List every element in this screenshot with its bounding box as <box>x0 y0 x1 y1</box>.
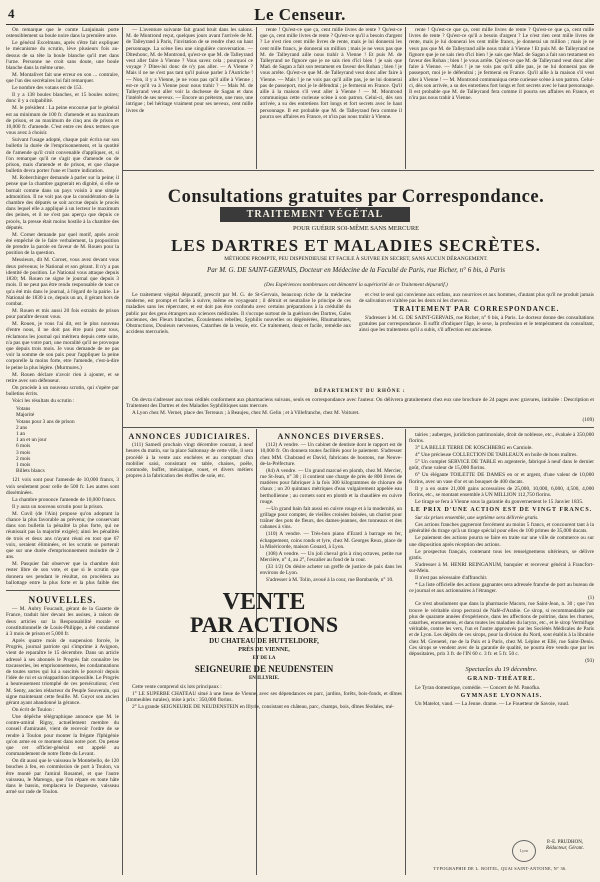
page-header <box>6 4 594 25</box>
column-nouvelles <box>6 594 119 874</box>
vente-subtitle: PAR ACTIONS <box>189 612 339 637</box>
paragraph: (112) A vendre. — Un cabinet de dentiste dont le rapport est de 10,000 fr. On donnera toutes facilités pour le paiement. S'adresser chez MM. Chabrand et David, fabricans de boutons, rue Neuve-de-la-Préfecture. <box>260 442 402 467</box>
ad-body-left <box>126 292 351 384</box>
paragraph: 1° LE SUPERBE CHATEAU situé à une lieue de Vienne, avec ses dépendances en parc, jardins, forêts, bois-fonds, et dîmes (Immeubles rurales), mise à prix : 350,000 florins. <box>126 691 402 704</box>
paragraph: (108) A vendre. — Un joli cheval gris à cinq octaves, petite rue Mercière, n° 4, au 2°, l'escalier au fond de la cour. <box>260 550 402 564</box>
ad-code: (1) <box>587 595 594 602</box>
paragraph: —Un grand bain fait aussi en cuivre rouge et à la modernité, un grillage pour compter, de vieilles croisées boisées, un chariot pour traîner des pots de fleurs, des dames-jeannes, des tonneaux et des cabanes à vins. <box>260 505 402 531</box>
newspaper-page <box>6 4 594 874</box>
paragraph: On remarque que le comte Lanjuinais porte ostensiblement sa boule noire dans la première urne. <box>6 27 119 40</box>
paragraph: et c'est le seul qui convienne aux enfans, aux nourrices et aux hommes, d'autant plus qu'il ne produit jamais de salivation et n'altère pas les dents ni les cheveux. <box>359 292 594 305</box>
ad-method: MÉTHODE PROMPTE, PEU DISPENDIEUSE ET FACILE À SUIVRE EN SECRET, SANS AUCUN DÉRANGEMENT. <box>224 256 488 262</box>
paragraph: Le paiement des actions pourra se faire en traite sur une ville de commerce ou sur une disposition après réception des actions. <box>409 535 594 548</box>
vote-row: 2 ans <box>16 424 28 431</box>
vote-row: Billets blancs <box>16 468 45 475</box>
paragraph: Le nombre des votans est de 153. <box>12 85 83 92</box>
vente-line: EN ILLYRIE. <box>248 676 280 681</box>
paragraph: Le Tyran domestique, comédie. — Concert de M. Panofka. <box>415 684 541 691</box>
paragraph: 2° La grande SEIGNEURIE DE NEUDENSTEIN en Illyrie, consistant en château, parc, champs, bois, dîmes féodales, mé- <box>132 704 394 711</box>
paragraph: Le prospectus français, contenant tous les renseignemens ultérieurs, se délivre gratis. <box>409 548 594 561</box>
vote-row: 1 mois <box>16 461 31 468</box>
vente-title: VENTE <box>222 589 306 615</box>
column-talleyrand-story-cont <box>409 27 594 167</box>
paragraph: M. Roberchinger demande à parler sur la peine; il pense que la chambre gagnerait en dignité, si elle se bornait comme dans un pays voisin à une simple admonition. Il ne voit pas que la considération de la chambre des députés se soit accrue depuis le procès dans lequel elle a appliqué à un lecteur le maximum des peines, et il ne s'est pas aperçu que depuis ce procès, la presse était moins hostile à la chambre des députés. <box>6 175 119 231</box>
paragraph: On dit aussi que le vaisseau le Montebello, de 120 bouches à feu, en commission de port à Toulon, va être monté par l'amiral Rosamel, et que l'autre vaisseau, le Marengo, que l'on répare en toute hâte dans le bassin, remplacera le Duquesne, vaisseau armé sur rade de Toulon. <box>6 758 119 796</box>
paragraph: — M. Aubry Foucault, gérant de la Gazette de France, traduit hier devant les assises, à raison de deux articles sur la Responsabilité morale et constitutionnelle de Louis-Philippe, a été condamné à 3 mois de prison et 5,000 fr. <box>6 606 119 638</box>
paragraph: S'adresser à M. HENRI REINGANUM, banquier et receveur général à Francfort-sur-Mein. <box>409 561 594 575</box>
masthead: Le Censeur. <box>254 5 346 24</box>
vote-row: Majorité <box>16 412 35 419</box>
paragraph: Suivant l'usage adopté, chaque pair écrira sur son bulletin la durée de l'emprisonnement, et la quotité de l'amende qu'il croit convenable d'appliquer, et, si l'on remarque qu'il ne s'agit que d'amende ou de prison, mais d'amende et de prison, et que chaque bulletin devra porter l'une et l'autre indication. <box>6 137 119 175</box>
paragraph: — L'aventure suivante fait grand bruit dans les salons. M. de Montrond reçut, quelques jours avant l'arrivée de M. de Talleyrand à Paris, l'invitation de se rendre chez un haut personnage. La scène lieu une singulière conversation. — Diteshonc, M. de Montrond, qu'est-ce que M. de Talleyrand veut aller faire à Vienne ? Vous savez cela ; pourquoi ce voyage ? Dites-lui donc de n'y pas aller. — A Vienne ? Mais il ne ne s'est pas tant qu'il puisse parler à l'Autriche ! — Non, il y a Vienne, je ne vous pas qu'il aille à Vienne ; est-ce qu'il va à Vienne pour nous trahir ? — Mais M. de Talleyrand veut aller voir la duchesse de Sagan et dans l'intérêt de ses neveux. — Encore un prétexte, une ruse, une intrigue ; bel héritage vraiment pour ses neveux, cent mille livres de <box>126 27 253 114</box>
paragraph: Après quatre mois de suspension forcée, le Progrès, journal patriote qui s'imprime à Avignon, vient de reparaître le 15 décembre. Dans un article adressé à ses abonnés le Progrès fait connaître les tracasseries, les emprisonnemens, les condamnations de toutes sortes qui lui a suscités le pouvoir depuis l'idée de roi et sa réapparition impossible. Le Progrès a heureusement triomphé de ces persécutions; c'est M. Senty, ancien rédacteur du Peuple Souverain, qui signe maintenant cette feuille. M. Guyot son ancien gérant ayant abandonné la gérance. <box>6 638 119 707</box>
theatre-name: GYMNASE LYONNAIS. <box>460 692 543 699</box>
signature <box>536 840 594 852</box>
paragraph: La chambre prononce l'amende de 10,000 francs. <box>12 496 117 503</box>
vente-line: PRÈS DE VIENNE, <box>238 647 290 653</box>
section-title: ANNONCES DIVERSES. <box>277 432 385 441</box>
paragraph: Cette vente comprend six lots principaux : <box>132 684 222 690</box>
vote-row: 1 an <box>16 430 25 437</box>
paragraph: 6° Un élégante TOILETTE DE DAMES en or et argent, d'une valeur de 10,000 florins, avec un vase d'or et un bouquet de 400 ducats. <box>409 472 594 485</box>
vote-row: 3 mois <box>16 449 31 456</box>
paragraph: S'adresser à M. Tolin, avoué à la cour, rue Bombarde, n° 10. <box>266 577 394 582</box>
column-right <box>409 432 594 832</box>
column-senate-report <box>6 27 119 587</box>
ad-title: Consultations gratuites par Correspondance. <box>167 187 545 207</box>
theatre-name: GRAND-THÉATRE. <box>467 676 536 683</box>
paragraph: M. Cornet demande par quel motif, après avoir été empêché de le faire verbalement, la proposition de prendre la parole en faveur de M. Rouen pour la position de la question. <box>6 231 119 257</box>
paragraph: Voici les résultats du scrutin : <box>12 397 75 404</box>
ad-code: (93) <box>585 658 594 665</box>
vote-row: 1 an et un jour <box>16 437 47 444</box>
paragraph: 4° Une précieuse COLLECTION DE TABLEAUX en huile de bons maîtres. <box>415 452 578 459</box>
paragraph: rente ! Qu'est-ce que ça, cent mille livres de rente ? Qu'est-ce que ça, cent mille livres de rente ? Qu'est-ce qu'il a besoin d'argent ? Le n'est rien cent mille livres de rente, mais je lui donnerai les cent mille francs, je donnerai un million ; mais je ne veux pas que M. de Talleyrand aille nous trahir à Vienne ! Et puis M. de Talleyrand ne fignore que je ne sais rien d'ici bien ! je sais que Mad. de Sagan a fait son testament en faveur des Rohan ; bien ! je vous arrête. Qu'est-ce que M. de Talleyrand veut donc aller faire à Vienne. — Mais ! je ne vois pas qu'il aille pas, je ne lui donnerai pas de passeport, moi je le défendrai ; je fermerai en France. Qu'il aille à la maison s'il veut aller à Vienne ! — M. Montrond communiqua cette curieuse scène à son patron. Celui-ci, dès son arrivée, a su des entretiens fort longs et fort secrets avec le haut personnage. Il est probable que M. de Talleyrand fera comme il pourra ses affaires en France, et n'ira pas nous trahir à Vienne. <box>409 27 594 102</box>
paragraph: (110) A vendre. — Très-bon piano d'Erard à barrage en fer, échappement, coins ronds et lyre, chez M. Georges Reux, place de la Miséricorde, maison Gouard, à Lyon. <box>260 531 402 550</box>
paragraph: Messieurs, dit M. Cornet, vous avez devant vous deux prévenus; le National et son gérant. Il n'y a pas identité de position. Le National vous attaque depuis 1830; M. Rouen ne signe le journal que depuis 3 mois. Il ne peut pas être rendu responsable de tout ce qu'a été mis dans le journal, à l'égard de la pairie. Le National de 1830 à ce, depuis un an, il gérant hors de combat. <box>6 257 119 307</box>
paragraph: Ce n'est absolument que dans la pharmacie Macors, rue Saint-Jean, n. 30 ; que l'on trouve le véritable sirop pectoral de Nafé-d'Arabie. Ce sirop, si recommandable par plus de quarante années d'expérience, dans les affections de poitrine, dans les rhumes, catarrhes, enrouemens, et dans toutes les maladies du larynx, etc., et le sirop Vermifuge véritable, contre les vers, l'un et l'autre approuvés par les Sociétés Médicales de Paris et de Lyon. Les dépôts de ces sirops, pour la division du Nord, sont établis à la librairie chez M. Grenetel, rue de la Paix et à Paris, chez M. Lépine et Ellé, rue Saint-Denis. Ces sirops se vendent avec de la garantie de qualité, ne pourra être vendu que par les dépositaires, prix 3 fr. de l'IN 60 c. 3 fr. et 5 fr. 50 c. <box>409 601 594 658</box>
vote-row: Votans <box>16 406 31 413</box>
section-title: TRAITEMENT PAR CORRESPONDANCE. <box>393 305 560 314</box>
paragraph: 121 voix sont pour l'amende de 10,000 francs, 3 voix seulement pour celle de 500 fr. Les autres sont disséminées. <box>6 477 119 496</box>
column-talleyrand-story <box>126 27 253 167</box>
column-diverses <box>260 432 402 582</box>
paragraph: Un Matelot, vaud. — La Jeune. drame. — Le Fouetteur de Savoie, vaud. <box>415 701 570 708</box>
paragraph: On procède à un nouveau scrutin, qui s'opère par bulletins écrits. <box>6 384 119 397</box>
column-rule <box>256 27 257 169</box>
paragraph: M. Cuvil (de l'Ain) propose qu'on adoptant la chance la plus favorable au prévenu; (ne conservant dans son bulletin la pénalité la plus forte, qui ne réunissait pas la majorité exigée); ainsi les pénalités de trois et deux ans n'ayant réuni en tout que 67 voix, seraient éliminées, et les scrutin se porterait que sur une durée d'emprisonnement moindre de 2 ans. <box>6 510 119 561</box>
paragraph: M. Rouen déclare n'avoir rien à ajouter, et se retire avec son défenseur. <box>6 371 119 384</box>
paragraph: rente ! Qu'est-ce que ça, cent mille livres de rente ? Qu'est-ce que ça, cent mille livres de rente ? Qu'est-ce qu'il a besoin d'argent ? Le n'est rien cent mille livres de rente, mais je lui donnerai les cent mille francs, je donnerai un million ; mais je ne veux pas que M. de Talleyrand aille nous trahir à Vienne ! Et puis M. de Talleyrand ne fignore que je ne sais rien d'ici bien ! je sais que Mad. de Sagan a fait son testament en faveur des Rohan ; bien ! je vous arrête. Qu'est-ce que M. de Talleyrand veut donc aller faire à Vienne. — Mais ! je ne vois pas qu'il aille pas, je ne lui donnerai pas de passeport, moi je le défendrai ; je fermerai en France. Qu'il aille à la maison s'il veut aller à Vienne ! — M. Montrond communiqua cette curieuse scène à son patron. Celui-ci, dès son arrivée, a su des entretiens fort longs et fort secrets avec le haut personnage. Il est probable que M. de Talleyrand fera comme il pourra ses affaires en France, et n'ira pas nous trahir à Vienne. <box>260 27 402 120</box>
paragraph: * La liste officielle des actions gagnantes sera adressée franche de port au bureau de ce journal et aux actionnaires à l'étranger. <box>409 582 594 595</box>
page-number: 4 <box>8 6 15 21</box>
section-title: LE PRIX D'UNE ACTION EST DE VINGT FRANCS. <box>410 507 593 514</box>
paragraph: (111) Samedi prochain vingt décembre courant, à neuf heures du matin, sur la place Saltonnay de cette ville, il sera procédé à la vente aux enchères et au comptant d'un mobilier saisi, consistant en table, chaises, poêle, commode, buffet, mécanique, rouet, et divers métiers propres à la fabrication des étoffes de soie, etc. <box>126 442 253 480</box>
paragraph: On écrit de Toulon : <box>12 707 55 714</box>
column-talleyrand-story-mid <box>260 27 402 167</box>
paragraph: Le traitement végétal dépuratif, prescrit par M. G. de St-Gervais, beaucoup riche de la médecine moderne, est prompt et facile à suivre, même en voyageant ; il détruit et neutralise le principe de ces maladies sans les répercuter, et est doit pas être confondu avec certains préparations à la crédulité du public par des gens étrangers aux sciences médicales. Il s'occupe surtout de la guérison des Dartres, Gales anciennes, des Fleurs blanches, Écoulemens rebelles, Syphilis nouvelles ou dégénérées, Rhumatismes, Obstructions, Douleurs nerveuses, Catarrhes de la vessie, etc. Ce traitement, doux et facile, remédie aux accidens mercuriels. <box>126 292 351 336</box>
paragraph: Une dépêche télégraphique annonce que M. le contre-amiral Rigny, actuellement membre du conseil d'amirauté, vient de recevoir l'ordre de se rendre à Toulon pour monter la frégate l'Iphigénie qu'on arme en ce moment dans notre port. On pense que cet officier-général est appelé au commandement de notre flotte du Levant. <box>6 714 119 758</box>
paragraph: 5° Un complet SERVICE DE TABLE en argenterie, fabriqué à neuf dans le dernier goût, d'une valeur de 15,000 florins. <box>409 459 594 472</box>
ad-depots <box>126 387 594 425</box>
section-title: NOUVELLES. <box>28 595 97 605</box>
paragraph: Il n'est pas nécessaire d'affranchir. <box>415 575 488 582</box>
vente-line: DU CHATEAU DE HUTTELDORF, <box>209 637 319 645</box>
ad-note: (Des Expériences nombreuses ont démontré la supériorité de ce Traitement dépuratif.) <box>264 282 448 288</box>
column-vente <box>126 586 402 874</box>
paragraph: M. Rouen et mis aussi 20 fois extraits de prison pour paraître devant vous. <box>6 307 119 321</box>
section-rule <box>123 427 594 428</box>
vote-table-1 <box>16 406 119 474</box>
paragraph: Le général Excelmans, après s'être fait expliquer le mécanisme du scrutin, lève plusieurs fois au-dessus de sa tête la boule blanche qu'il met dans l'urne. Personne ne croit sans doute, une boule blanche dans la même urne. <box>6 40 119 72</box>
paragraph: A Lyon chez M. Vernet, place des Terreaux ; à Beaujeu, chez M. Gelin ; et à Villefranche, chez M. Voituret. <box>132 410 360 417</box>
paragraph: Il y a en outre 21,000 gains accessoires de 25,000, 10,000, 6,000, 4,500, 4,000 florins, etc., se montant ensemble à UN MILLION 112,750 florins. <box>409 485 594 498</box>
ad-code: (109) <box>582 417 594 424</box>
paragraph: M. Montalivet fait une erreur en son ... contraire, que l'un des secrétaires lui fait remarquer. <box>6 72 119 85</box>
section-rule <box>123 170 594 171</box>
paragraph: 3° LA BELLE TERRE DE KOSCHBERG en Carniole. <box>415 445 533 452</box>
paragraph: M. Pasquier fait observer que la chambre doit rester libre de son vote, et que si le scrutin que donnera ses pendant le résultat, on procédera au ballottage entre la plus forte et la plus faible des <box>6 561 119 586</box>
ad-body-right <box>359 292 594 364</box>
paragraph: Sur six prises ensemble, une septième sera délivrée gratis. <box>415 515 539 522</box>
section-title: DÉPARTEMENT DU RHÔNE : <box>314 389 406 394</box>
column-rule <box>122 27 123 875</box>
paragraph: (33 1/2) On désire acheter un greffe de justice de paix dans les environs de Lyon. <box>260 564 402 577</box>
vente-line: SEIGNEURIE DE NEUDENSTEIN <box>194 664 334 674</box>
ad-headline: LES DARTRES ET MALADIES SECRÈTES. <box>171 236 541 255</box>
paragraph: Il y aura un nouveau scrutin pour la prison. <box>12 503 104 510</box>
paragraph: M. le président : La peine encourue par le général est au minimum de 100 fr. d'amende et au maximum de prison, et au maximum de cinq ans de prison et 10,000 fr. d'amende. C'est entre ces deux termes que vous avez à choisir. <box>6 105 119 137</box>
paragraph: Ces actions franches gagneront forcément au moins 5 francs, et concourent tant à la généralité du tirage qu'à un tirage spécial pour elles de 100 primes de 35,000 ducats. <box>409 522 594 535</box>
paragraph: S'adresser à M. G. DE SAINT-GERVAIS, rue Richer, n° 6 bis, à Paris. Le docteur donne des consultations gratuites par correspondance. Il suffit d'indiquer l'âge, le sexe, la profession et le tempérament du consultant, ainsi que les traitemens qu'il a subis, s'il affection est ancienne. <box>359 314 594 334</box>
signature-name: P.-E. PRUDHON, <box>546 840 584 845</box>
paragraph: M. Rouen, je vous l'ai dit, est le plus nouveau d'entre nous, il ne doit pas être puni pour tous, réclamons les journal qui méritera depuis cette suite, n'a pas que votre part, une moralité qu'il ne provoque que depuis trois mois. Je vous demande de ne pas voir la somme de son paix pour l'appliquer la peine corporelle la moins forte, etre l'amende, c'est-à-dire le peine la plus légère. (Murmures.) <box>6 321 119 371</box>
vote-row: 6 mois <box>16 443 31 450</box>
ad-banner: TRAITEMENT VÉGÉTAL <box>220 207 410 222</box>
paragraph: On devra s'adresser aux tous cédités conforment aux pharmaciens suivans, seuls en correspondance avec l'auteur. On délivrera gratuitement chez eux une brochure de 24 pages avec gravures, intitulée : Description et Traitement des Dartres et des Maladies Syphilitiques sans mercure. <box>126 397 594 410</box>
ad-author: Par M. G. DE SAINT-GERVAIS, Docteur en Médecine de la Faculté de Paris, rue Richer, n° 6 bis, à Paris <box>206 266 506 274</box>
paragraph: tairies ; auberges, juridiction patrimoniale, droit de noblesse, etc., évaluée à 350,000 florins. <box>409 432 594 445</box>
vote-row: Votans pour 3 ans de prison <box>16 418 75 425</box>
column-rule <box>405 27 406 169</box>
signature-role: Rédacteur, Gérant. <box>546 846 584 851</box>
paragraph: Il y a 138 boules blanches, et 15 boules noires; donc il y a culpabilité. <box>6 92 119 105</box>
column-judiciaires <box>126 432 253 582</box>
vente-line: ET DE LA <box>252 656 276 661</box>
ad-subtitle: POUR GUÉRIR SOI-MÊME SANS MERCURE <box>292 225 420 232</box>
imprint: TYPOGRAPHIE DE L. BOITEL, QUAI SAINT-ANTOINE, N° 36. <box>433 866 567 871</box>
section-title: ANNONCES JUDICIAIRES. <box>128 432 251 441</box>
paragraph: Le tirage se fera à Vienne sous la garantie du gouvernement le 15 Janvier 1835. <box>415 498 584 505</box>
section-rule <box>6 590 120 591</box>
paragraph: (84) A vendre. — Un grand marcué en plomb, chez M. Mercier, rue St-Jean, n° 30 ; il contient une charge de près de 800 livres de matières pour fabriquer à la fois 300 kilogrammes de chlorure de chaux ; un 20 quintaux métriques d'eau vulgairement appelée eau berthollienne ; au cornets sont en plomb et la chaudière en cuivre rouge. <box>260 467 402 505</box>
column-rule <box>405 429 406 875</box>
stamp: Lyon <box>512 840 536 862</box>
vote-row: 2 mois <box>16 455 31 462</box>
spectacles-title: Spectacles du 19 décembre. <box>465 666 538 674</box>
